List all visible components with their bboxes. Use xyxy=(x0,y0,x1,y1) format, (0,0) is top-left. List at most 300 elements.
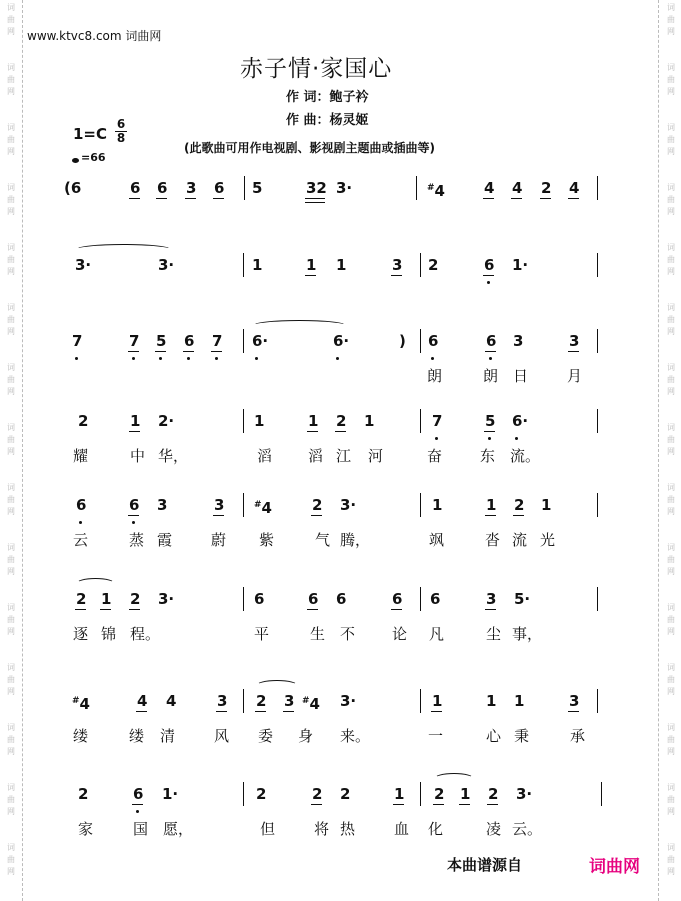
lyric-char: 秉 xyxy=(514,727,530,745)
note-token: ) xyxy=(399,332,406,350)
watermark-char: 曲 xyxy=(7,735,15,744)
lyric-char: 心 xyxy=(486,727,502,745)
beam-underline xyxy=(185,198,196,199)
watermark-char: 曲 xyxy=(667,195,675,204)
beam-underline xyxy=(311,804,322,805)
note-token: 6 xyxy=(157,179,168,197)
beam-underline xyxy=(459,804,470,805)
lyric-char: 朗 xyxy=(427,367,443,385)
beam-underline xyxy=(156,198,167,199)
note-token: 1 xyxy=(308,412,319,430)
slur-arc xyxy=(75,244,172,255)
watermark-char: 网 xyxy=(7,207,15,216)
note-token: 1 xyxy=(460,785,471,803)
watermark-char: 曲 xyxy=(7,675,15,684)
watermark-char: 词 xyxy=(7,123,15,132)
watermark-char: 词 xyxy=(7,603,15,612)
lyric-char: 霞 xyxy=(157,531,173,549)
note-token: 2· xyxy=(158,412,175,430)
note-token: 1 xyxy=(252,256,263,274)
lyric-char: 流 xyxy=(512,531,528,549)
watermark-char: 网 xyxy=(7,507,15,516)
note-token: 3· xyxy=(158,590,175,608)
barline xyxy=(420,587,421,611)
watermark-char: 曲 xyxy=(667,675,675,684)
left-watermark-column xyxy=(4,0,18,901)
note-token: 4 xyxy=(166,692,177,710)
note-token: 1 xyxy=(432,496,443,514)
note-token: 2 xyxy=(514,496,525,514)
note-token: 5· xyxy=(514,590,531,608)
watermark-char: 词 xyxy=(7,723,15,732)
beam-underline xyxy=(136,711,147,712)
lyric-char: 滔 xyxy=(308,447,324,465)
watermark-char: 网 xyxy=(7,27,15,36)
watermark-char: 词 xyxy=(7,243,15,252)
low-octave-dot xyxy=(435,437,438,440)
footer-source: 本曲谱源自 xyxy=(447,856,523,874)
note-token: 6 xyxy=(392,590,403,608)
note-token: 6 xyxy=(130,179,141,197)
note-token: 3· xyxy=(340,692,357,710)
watermark-char: 网 xyxy=(7,147,15,156)
barline xyxy=(420,329,421,353)
watermark-char: 词 xyxy=(7,303,15,312)
note-token: 2 xyxy=(336,412,347,430)
note-token: 3 xyxy=(217,692,228,710)
lyric-char: 委 xyxy=(258,727,274,745)
lyric-char: 紫 xyxy=(259,531,275,549)
note-token: 3 xyxy=(214,496,225,514)
watermark-char: 曲 xyxy=(667,375,675,384)
beam-underline xyxy=(485,351,496,352)
watermark-char: 曲 xyxy=(7,615,15,624)
lyric-char: 国 xyxy=(133,820,149,838)
lyric-char: 气 xyxy=(315,531,331,549)
note-token: 2 xyxy=(434,785,445,803)
watermark-char: 词 xyxy=(667,663,675,672)
slur-arc xyxy=(252,320,347,331)
usage-note: (此歌曲可用作电视剧、影视剧主题曲或插曲等) xyxy=(184,141,435,155)
barline xyxy=(243,689,244,713)
lyric-char: 事， xyxy=(512,625,543,643)
note-token: 6 xyxy=(336,590,347,608)
watermark-char: 词 xyxy=(667,843,675,852)
note-token: 3· xyxy=(75,256,92,274)
beam-underline xyxy=(433,804,444,805)
tempo-mark xyxy=(72,151,106,164)
note-token: 5 xyxy=(252,179,263,197)
lyric-char: 云 xyxy=(73,531,89,549)
beam-underline xyxy=(213,515,224,516)
watermark-char: 曲 xyxy=(667,435,675,444)
watermark-char: 网 xyxy=(667,687,675,696)
barline xyxy=(243,782,244,806)
lyric-char: 凡 xyxy=(429,625,445,643)
watermark-char: 曲 xyxy=(667,795,675,804)
note-token: 1 xyxy=(541,496,552,514)
watermark-char: 曲 xyxy=(7,855,15,864)
lyric-char: 蒸 xyxy=(129,531,145,549)
note-token: 1 xyxy=(306,256,317,274)
barline xyxy=(243,409,244,433)
watermark-char: 词 xyxy=(667,363,675,372)
watermark-char: 网 xyxy=(7,687,15,696)
beam-underline xyxy=(129,431,140,432)
note-token: 5 xyxy=(485,412,496,430)
barline xyxy=(243,587,244,611)
beam-underline xyxy=(391,609,402,610)
lyric-char: 河 xyxy=(368,447,384,465)
beam-underline xyxy=(311,515,322,516)
lyric-char: 沓 xyxy=(485,531,501,549)
right-margin-line xyxy=(658,0,659,901)
key-signature: 1=C xyxy=(73,125,108,143)
note-token: 2 xyxy=(488,785,499,803)
barline xyxy=(597,493,598,517)
low-octave-dot xyxy=(336,357,339,360)
tempo-value: =66 xyxy=(81,151,106,164)
note-token: 6 xyxy=(486,332,497,350)
beam-underline xyxy=(100,609,111,610)
slur-arc xyxy=(76,578,115,589)
note-token: 4 xyxy=(512,179,523,197)
note-token: #4 xyxy=(72,695,90,713)
low-octave-dot xyxy=(487,281,490,284)
beam-underline xyxy=(484,431,495,432)
beam-underline xyxy=(132,804,143,805)
watermark-char: 曲 xyxy=(667,735,675,744)
lyric-char: 蔚 xyxy=(211,531,227,549)
barline xyxy=(420,689,421,713)
song-title: 赤子情·家国心 xyxy=(240,56,393,82)
watermark-char: 词 xyxy=(667,603,675,612)
note-token: 1 xyxy=(486,496,497,514)
note-token: 2 xyxy=(78,412,89,430)
lyric-char: 缕 xyxy=(129,727,145,745)
watermark-char: 词 xyxy=(7,363,15,372)
beam-underline xyxy=(213,198,224,199)
lyric-char: 朗 xyxy=(483,367,499,385)
barline xyxy=(420,253,421,277)
watermark-char: 网 xyxy=(667,27,675,36)
watermark-char: 词 xyxy=(667,303,675,312)
note-token: 6 xyxy=(430,590,441,608)
note-token: 3· xyxy=(516,785,533,803)
note-token: 3 xyxy=(569,332,580,350)
barline xyxy=(420,493,421,517)
time-signature xyxy=(115,119,127,144)
note-token: 2 xyxy=(76,590,87,608)
note-token: 3 xyxy=(392,256,403,274)
watermark-char: 曲 xyxy=(667,855,675,864)
note-token: 2 xyxy=(541,179,552,197)
lyric-char: 清 xyxy=(160,727,176,745)
meter-bottom: 8 xyxy=(116,131,126,145)
note-token: 1 xyxy=(394,785,405,803)
barline xyxy=(420,409,421,433)
watermark-char: 词 xyxy=(7,183,15,192)
watermark-char: 曲 xyxy=(667,555,675,564)
lyric-char: 光 xyxy=(540,531,556,549)
beam-underline xyxy=(305,198,325,199)
watermark-char: 网 xyxy=(7,87,15,96)
lyric-char: 中 xyxy=(130,447,146,465)
watermark-char: 网 xyxy=(7,747,15,756)
note-token: 4 xyxy=(484,179,495,197)
watermark-char: 词 xyxy=(7,783,15,792)
low-octave-dot xyxy=(187,357,190,360)
slur-arc xyxy=(256,680,298,691)
note-token: 7 xyxy=(129,332,140,350)
note-token: 4 xyxy=(137,692,148,710)
lyric-char: 云。 xyxy=(512,820,543,838)
low-octave-dot xyxy=(489,357,492,360)
lyric-char: 将 xyxy=(314,820,330,838)
watermark-char: 网 xyxy=(667,447,675,456)
watermark-char: 曲 xyxy=(667,495,675,504)
low-octave-dot xyxy=(132,357,135,360)
beam-underline xyxy=(483,198,494,199)
beam-underline xyxy=(540,198,551,199)
watermark-char: 词 xyxy=(667,723,675,732)
beam-underline xyxy=(216,711,227,712)
note-token: 3· xyxy=(336,179,353,197)
note-token: 1· xyxy=(512,256,529,274)
watermark-char: 词 xyxy=(667,63,675,72)
beam-underline xyxy=(568,711,579,712)
watermark-char: 词 xyxy=(7,423,15,432)
beam-underline xyxy=(283,711,294,712)
note-token: (6 xyxy=(64,179,82,197)
lyricist-credit: 作 词：鲍子衿 xyxy=(286,90,369,105)
low-octave-dot xyxy=(132,521,135,524)
lyric-char: 腾， xyxy=(340,531,371,549)
lyric-char: 日 xyxy=(513,367,529,385)
lyric-char: 热 xyxy=(340,820,356,838)
lyric-char: 飒 xyxy=(429,531,445,549)
watermark-char: 词 xyxy=(667,783,675,792)
watermark-char: 曲 xyxy=(7,495,15,504)
note-token: 32 xyxy=(306,179,327,197)
beam-underline xyxy=(75,609,86,610)
lyric-char: 化 xyxy=(428,820,444,838)
watermark-char: 曲 xyxy=(7,135,15,144)
low-octave-dot xyxy=(159,357,162,360)
beam-underline xyxy=(431,711,442,712)
low-octave-dot xyxy=(75,357,78,360)
site-url: www.ktvc8.com 词曲网 xyxy=(27,29,162,43)
watermark-char: 曲 xyxy=(7,795,15,804)
lyric-char: 凌 xyxy=(486,820,502,838)
lyric-char: 逐 xyxy=(73,625,89,643)
watermark-char: 网 xyxy=(7,447,15,456)
watermark-char: 网 xyxy=(667,327,675,336)
barline xyxy=(243,493,244,517)
lyric-char: 锦 xyxy=(101,625,117,643)
beam-underline xyxy=(513,515,524,516)
watermark-char: 曲 xyxy=(667,15,675,24)
barline xyxy=(597,329,598,353)
note-token: 1 xyxy=(364,412,375,430)
note-token: 6 xyxy=(133,785,144,803)
beam-underline xyxy=(511,198,522,199)
watermark-char: 网 xyxy=(667,207,675,216)
note-token: 1 xyxy=(486,692,497,710)
low-octave-dot xyxy=(255,357,258,360)
beam-underline xyxy=(485,609,496,610)
beam-underline xyxy=(487,804,498,805)
note-token: 6 xyxy=(76,496,87,514)
low-octave-dot xyxy=(431,357,434,360)
watermark-char: 曲 xyxy=(7,195,15,204)
lyric-char: 东 xyxy=(480,447,496,465)
note-token: 2 xyxy=(256,692,267,710)
lyric-char: 血 xyxy=(394,820,410,838)
lyric-char: 流。 xyxy=(510,447,541,465)
lyric-char: 缕 xyxy=(73,727,89,745)
note-token: 3 xyxy=(157,496,168,514)
note-token: 6 xyxy=(214,179,225,197)
watermark-char: 曲 xyxy=(7,255,15,264)
barline xyxy=(244,176,245,200)
note-token: 3 xyxy=(186,179,197,197)
lyric-char: 一 xyxy=(428,727,444,745)
beam-underline xyxy=(211,351,222,352)
lyric-char: 程。 xyxy=(130,625,161,643)
watermark-char: 曲 xyxy=(7,315,15,324)
watermark-char: 词 xyxy=(7,3,15,12)
beam-underline xyxy=(129,609,140,610)
watermark-char: 网 xyxy=(7,327,15,336)
lyric-char: 风 xyxy=(214,727,230,745)
note-token: 1 xyxy=(130,412,141,430)
note-token: 6 xyxy=(308,590,319,608)
beam-underline xyxy=(255,711,266,712)
watermark-char: 词 xyxy=(7,843,15,852)
watermark-char: 词 xyxy=(667,483,675,492)
low-octave-dot xyxy=(488,437,491,440)
watermark-char: 词 xyxy=(667,243,675,252)
note-token: 6 xyxy=(484,256,495,274)
note-token: 2 xyxy=(312,496,323,514)
note-token: 3· xyxy=(158,256,175,274)
low-octave-dot xyxy=(215,357,218,360)
lyric-char: 愿， xyxy=(163,820,194,838)
note-token: 2 xyxy=(130,590,141,608)
watermark-char: 词 xyxy=(667,3,675,12)
beam-underline xyxy=(155,351,166,352)
watermark-char: 网 xyxy=(667,867,675,876)
watermark-char: 网 xyxy=(667,387,675,396)
note-token: 6· xyxy=(512,412,529,430)
watermark-char: 曲 xyxy=(667,315,675,324)
barline xyxy=(597,176,598,200)
beam-underline xyxy=(183,351,194,352)
lyric-char: 滔 xyxy=(257,447,273,465)
lyric-char: 生 xyxy=(310,625,326,643)
slur-arc xyxy=(434,773,474,784)
note-token: 6 xyxy=(129,496,140,514)
note-token: 3 xyxy=(486,590,497,608)
note-token: 5 xyxy=(156,332,167,350)
note-token: 1· xyxy=(162,785,179,803)
lyric-char: 耀 xyxy=(73,447,89,465)
composer-credit: 作 曲：杨灵姬 xyxy=(286,113,369,128)
watermark-char: 曲 xyxy=(7,15,15,24)
barline xyxy=(597,587,598,611)
note-token: 2 xyxy=(312,785,323,803)
watermark-char: 网 xyxy=(7,267,15,276)
note-token: 3 xyxy=(513,332,524,350)
watermark-char: 网 xyxy=(7,567,15,576)
barline xyxy=(416,176,417,200)
barline xyxy=(597,409,598,433)
note-token: #4 xyxy=(254,499,272,517)
note-token: 6· xyxy=(252,332,269,350)
lyric-char: 尘 xyxy=(486,625,502,643)
barline xyxy=(243,253,244,277)
barline xyxy=(597,253,598,277)
left-margin-line xyxy=(22,0,23,901)
lyric-char: 来。 xyxy=(340,727,371,745)
watermark-char: 词 xyxy=(7,543,15,552)
watermark-char: 网 xyxy=(667,267,675,276)
beam-underline xyxy=(305,275,316,276)
watermark-char: 词 xyxy=(667,123,675,132)
note-token: 6 xyxy=(184,332,195,350)
lyric-char: 但 xyxy=(260,820,276,838)
watermark-char: 网 xyxy=(667,147,675,156)
note-token: 3 xyxy=(284,692,295,710)
beam-underline xyxy=(485,515,496,516)
lyric-char: 家 xyxy=(78,820,94,838)
note-token: 6 xyxy=(428,332,439,350)
watermark-char: 词 xyxy=(7,663,15,672)
lyric-char: 奋 xyxy=(427,447,443,465)
footer-logo: 词曲网 xyxy=(589,857,640,877)
beam-underline xyxy=(568,198,579,199)
note-token: 7 xyxy=(432,412,443,430)
watermark-char: 网 xyxy=(7,627,15,636)
note-token: 7 xyxy=(212,332,223,350)
watermark-char: 网 xyxy=(7,807,15,816)
beam-underline xyxy=(391,275,402,276)
lyric-char: 不 xyxy=(340,625,356,643)
watermark-char: 曲 xyxy=(667,135,675,144)
lyric-char: 承 xyxy=(570,727,586,745)
beam-underline xyxy=(483,275,494,276)
watermark-char: 词 xyxy=(667,543,675,552)
watermark-char: 曲 xyxy=(7,435,15,444)
watermark-char: 词 xyxy=(7,483,15,492)
quarter-note-icon xyxy=(72,158,79,163)
barline xyxy=(420,782,421,806)
lyric-char: 江 xyxy=(336,447,352,465)
note-token: 3· xyxy=(340,496,357,514)
barline xyxy=(243,329,244,353)
note-token: 1 xyxy=(336,256,347,274)
lyric-char: 身 xyxy=(298,727,314,745)
watermark-char: 曲 xyxy=(7,375,15,384)
beam-underline xyxy=(568,351,579,352)
watermark-char: 词 xyxy=(667,423,675,432)
note-token: 4 xyxy=(569,179,580,197)
note-token: #4 xyxy=(302,695,320,713)
barline xyxy=(597,689,598,713)
watermark-char: 网 xyxy=(667,807,675,816)
note-token: 1 xyxy=(254,412,265,430)
